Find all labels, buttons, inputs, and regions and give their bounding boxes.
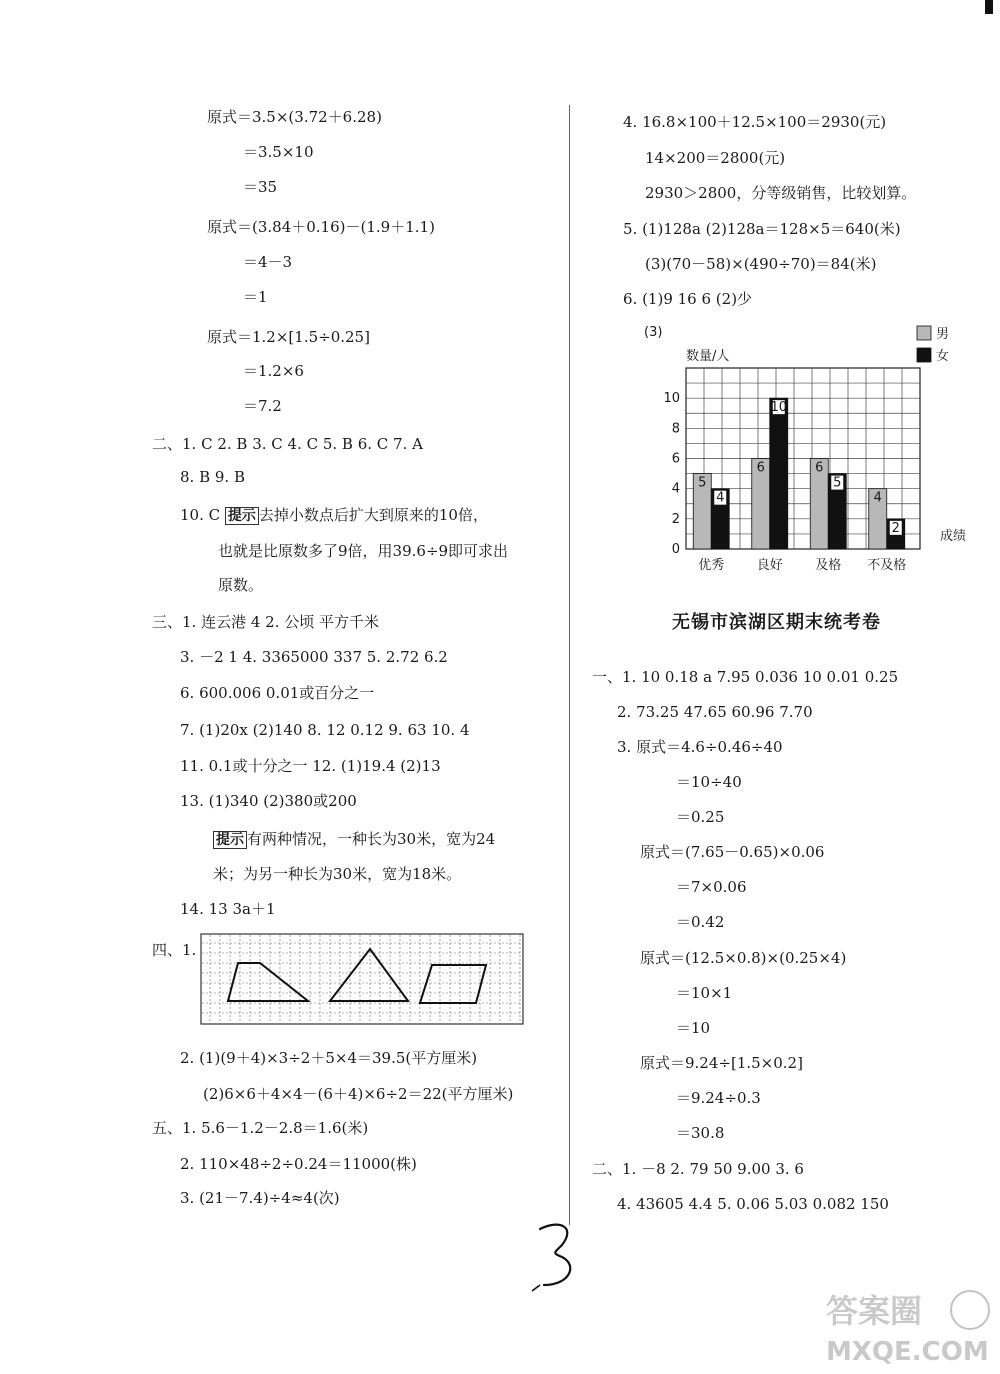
section-3-line: 14. 13 3a＋1 (180, 900, 276, 918)
hint-label: 提示 (225, 507, 259, 525)
bar-value-label: 4 (873, 490, 882, 506)
exam-line: 原式＝(7.65－0.65)×0.06 (640, 843, 825, 861)
bar-chart (640, 320, 967, 575)
exam-line: 2. 73.25 47.65 60.96 7.70 (617, 703, 813, 721)
legend-label: 女 (936, 349, 950, 364)
q6-line: 6. (1)9 16 6 (2)少 (623, 290, 753, 308)
grid-figure (200, 933, 524, 1025)
exam-line: ＝0.42 (676, 913, 725, 931)
section-5-line: 五、1. 5.6－1.2－2.8＝1.6(米) (152, 1119, 369, 1137)
exam-line: ＝10÷40 (676, 773, 742, 791)
bar-value-label: 6 (815, 460, 824, 476)
category-label: 不及格 (867, 558, 907, 573)
watermark (820, 1288, 995, 1368)
exam-line: 二、1. －8 2. 79 50 9.00 3. 6 (592, 1160, 804, 1178)
calc-line: ＝4－3 (243, 253, 293, 271)
section-4-label: 四、1. (152, 941, 197, 959)
section-2-line: 8. B 9. B (180, 468, 245, 486)
section-5-line: 3. (21－7.4)÷4≈4(次) (180, 1189, 340, 1207)
calc-line: 原式＝(3.84＋0.16)－(1.9＋1.1) (207, 218, 435, 236)
hint-line: 米；为另一种长为30米，宽为18米。 (213, 865, 462, 883)
exam-line: ＝0.25 (676, 808, 725, 826)
calc-line: ＝7.2 (243, 397, 282, 415)
section-2-line: 二、1. C 2. B 3. C 4. C 5. B 6. C 7. A (152, 435, 423, 453)
calc-line: 原式＝1.2×[1.5÷0.25] (207, 328, 370, 346)
exam-line: ＝10 (676, 1019, 711, 1037)
calc-line: ＝3.5×10 (243, 143, 314, 161)
q10-line: 也就是比原数多了9倍，用39.6÷9即可求出 (218, 542, 509, 560)
category-label: 及格 (815, 558, 842, 573)
y-tick-label: 4 (671, 481, 680, 497)
section-3-line: 6. 600.006 0.01或百分之一 (180, 684, 375, 702)
legend-label: 男 (936, 327, 950, 342)
exam-line: ＝30.8 (676, 1124, 725, 1142)
section-3-line: 7. (1)20x (2)140 8. 12 0.12 9. 63 10. 4 (180, 721, 470, 739)
watermark-url: MXQE.COM (826, 1337, 989, 1367)
q10-line (180, 505, 488, 526)
legend-swatch (917, 326, 931, 340)
watermark-logo-text: 答案圈 (826, 1292, 923, 1330)
bar-value-label: 5 (833, 475, 842, 491)
q4-line: 2930＞2800，分等级销售，比较划算。 (645, 184, 917, 202)
bar-value-label: 10 (770, 400, 788, 416)
section-4-line: 2. (1)(9＋4)×3÷2＋5×4＝39.5(平方厘米) (180, 1049, 478, 1067)
calc-line: ＝35 (243, 178, 278, 196)
q10-line: 原数。 (218, 576, 264, 594)
y-tick-label: 6 (671, 451, 680, 467)
y-axis-label: 数量/人 (686, 349, 730, 364)
legend-swatch (917, 348, 931, 362)
section-3-line: 11. 0.1或十分之一 12. (1)19.4 (2)13 (180, 757, 441, 775)
q5-line: 5. (1)128a (2)128a＝128×5＝640(米) (623, 220, 901, 238)
q10-prefix: 10. C (180, 506, 221, 524)
section-3-line: 3. －2 1 4. 3365000 337 5. 2.72 6.2 (180, 648, 448, 666)
hint-line (213, 829, 495, 850)
exam-line: ＝9.24÷0.3 (676, 1089, 761, 1107)
q10-text: 去掉小数点后扩大到原来的10倍， (258, 506, 488, 524)
chart-label: (3) (644, 325, 663, 340)
section-title: 无锡市滨湖区期末统考卷 (672, 612, 881, 633)
bar-value-label: 6 (756, 460, 765, 476)
calc-line: 原式＝3.5×(3.72＋6.28) (207, 108, 382, 126)
exam-line: 3. 原式＝4.6÷0.46÷40 (617, 738, 783, 756)
corner-mark (985, 0, 993, 14)
exam-line: 原式＝9.24÷[1.5×0.2] (640, 1054, 803, 1072)
triangle-shape (330, 949, 408, 1001)
bar-value-label: 5 (698, 475, 707, 491)
category-label: 良好 (756, 558, 783, 573)
calc-line: ＝1.2×6 (243, 362, 304, 380)
exam-line: ＝10×1 (676, 984, 733, 1002)
x-axis-label: 成绩 (940, 529, 967, 544)
calc-line: ＝1 (243, 288, 268, 306)
y-tick-label: 10 (663, 391, 680, 407)
hint-label: 提示 (213, 831, 247, 849)
y-tick-label: 2 (671, 511, 680, 527)
column-divider (569, 105, 570, 1225)
category-label: 优秀 (698, 558, 725, 573)
bar-女-良好 (770, 398, 788, 549)
exam-line: 4. 43605 4.4 5. 0.06 5.03 0.082 150 (617, 1195, 889, 1213)
section-5-line: 2. 110×48÷2÷0.24＝11000(株) (180, 1155, 417, 1173)
q4-line: 4. 16.8×100＋12.5×100＝2930(元) (623, 113, 887, 131)
section-3-line: 三、1. 连云港 4 2. 公顷 平方千米 (152, 613, 380, 631)
exam-line: ＝7×0.06 (676, 878, 747, 896)
y-tick-label: 0 (671, 542, 680, 557)
exam-line: 一、1. 10 0.18 a 7.95 0.036 10 0.01 0.25 (592, 668, 899, 686)
bar-value-label: 2 (891, 520, 900, 536)
section-4-line: (2)6×6＋4×4－(6＋4)×6÷2＝22(平方厘米) (203, 1085, 514, 1103)
y-tick-label: 8 (671, 421, 680, 437)
bar-value-label: 4 (716, 490, 725, 506)
handwritten-page-number (530, 1215, 590, 1295)
hint-text: 有两种情况，一种长为30米，宽为24 (247, 830, 496, 848)
section-3-line: 13. (1)340 (2)380或200 (180, 792, 357, 810)
q4-line: 14×200＝2800(元) (645, 149, 786, 167)
q5-line: (3)(70－58)×(490÷70)＝84(米) (645, 255, 877, 273)
exam-line: 原式＝(12.5×0.8)×(0.25×4) (640, 949, 847, 967)
